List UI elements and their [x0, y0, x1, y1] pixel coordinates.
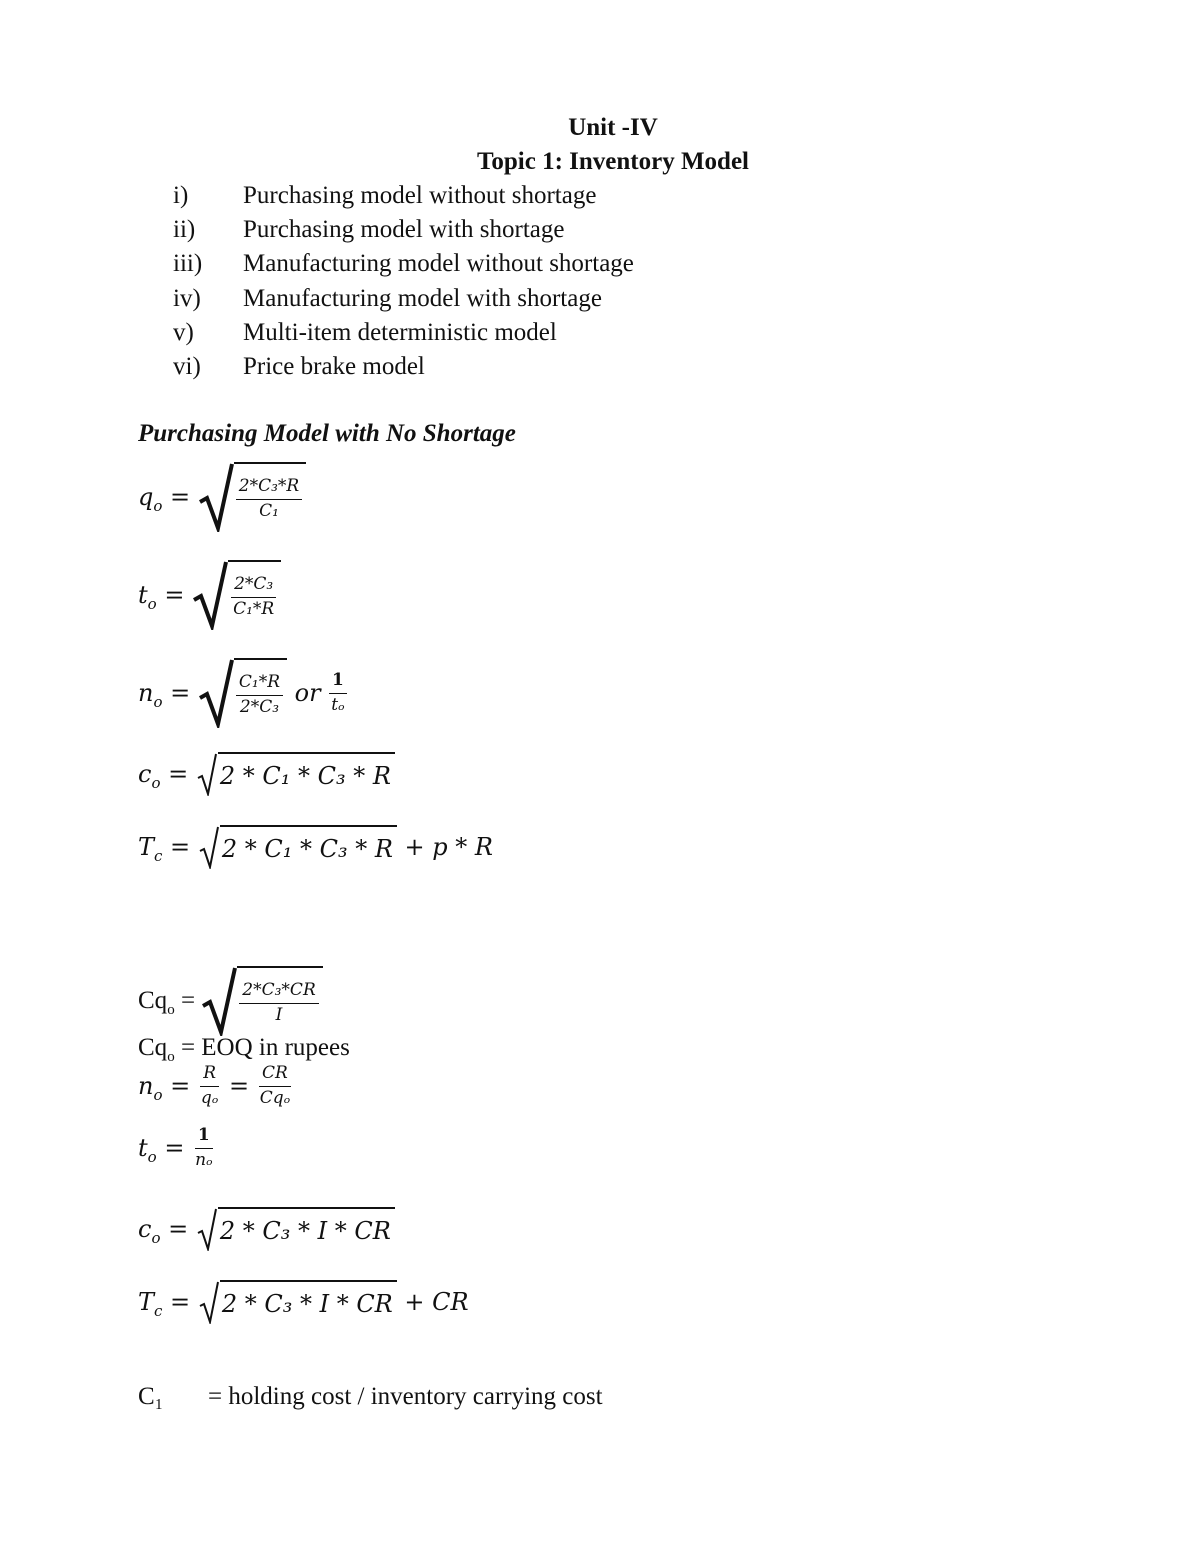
section-title: Purchasing Model with No Shortage [138, 420, 516, 447]
list-item-number: ii) [173, 216, 196, 243]
formula-min-cost: $c_o$ = 2 * C₁ * C₃ * R [138, 752, 395, 796]
list-item-number: iii) [173, 250, 203, 277]
sqrt-sign-icon [192, 560, 228, 630]
formula-optimal-time: $t_o$ = $\frac{\text{2*C₃}}{\text{C₁*R}}$ [138, 560, 281, 630]
formula-min-cost-rupees: $c_o$ = 2 * C₃ * I * CR [138, 1207, 395, 1251]
formula-eoq-rupees: $Cq_o$ = $\frac{\text{2*C₃*CR}}{I}$ [138, 966, 323, 1036]
sqrt-sign-icon [196, 752, 218, 796]
formula-number-of-orders-rupees: $n_o$ = $\frac{R}{\text{qₒ}}$ = $\frac{CR}{\text{Cqₒ}}$ [138, 1063, 291, 1108]
list-item-text: Manufacturing model without shortage [243, 250, 634, 277]
sqrt-sign-icon [198, 825, 220, 869]
definition-symbol: C₁ [138, 1383, 164, 1410]
eoq-definition: $Cq_o$ = EOQ in rupees [138, 1034, 350, 1065]
list-item-number: iv) [173, 285, 201, 312]
sqrt-sign-icon [198, 1280, 220, 1324]
definition-row [138, 1383, 603, 1411]
list-item-text: Price brake model [243, 353, 425, 380]
formula-total-cost: $T_c$ = 2 * C₁ * C₃ * R + p * R [138, 825, 493, 869]
list-item-text: Manufacturing model with shortage [243, 285, 602, 312]
formula-optimal-quantity: $q_o$ = $\frac{\text{2*C₃*R}}{\text{C₁}}$ [138, 462, 306, 532]
list-item-number: vi) [173, 353, 201, 380]
sqrt-sign-icon [198, 462, 234, 532]
list-item-number: v) [173, 319, 194, 346]
list-item-text: Purchasing model with shortage [243, 216, 565, 243]
unit-heading: Unit -IV [568, 114, 658, 141]
formula-optimal-time-rupees: $t_o$ = $\frac{1}{\text{nₒ}}$ [138, 1125, 213, 1170]
formula-number-of-orders: $n_o$ = $\frac{\text{C₁*R}}{\text{2*C₃}}$ or $\frac{1}{\text{tₒ}}$ [138, 658, 348, 728]
topic-heading: Topic 1: Inventory Model [477, 148, 749, 175]
sqrt-sign-icon [198, 658, 234, 728]
sqrt-sign-icon [196, 1207, 218, 1251]
formula-total-cost-rupees: $T_c$ = 2 * C₃ * I * CR + CR [138, 1280, 469, 1324]
sqrt-sign-icon [201, 966, 237, 1036]
definition-text: = holding cost / inventory carrying cost [208, 1383, 603, 1410]
list-item-number: i) [173, 182, 189, 209]
list-item-text: Purchasing model without shortage [243, 182, 597, 209]
list-item-text: Multi-item deterministic model [243, 319, 557, 346]
